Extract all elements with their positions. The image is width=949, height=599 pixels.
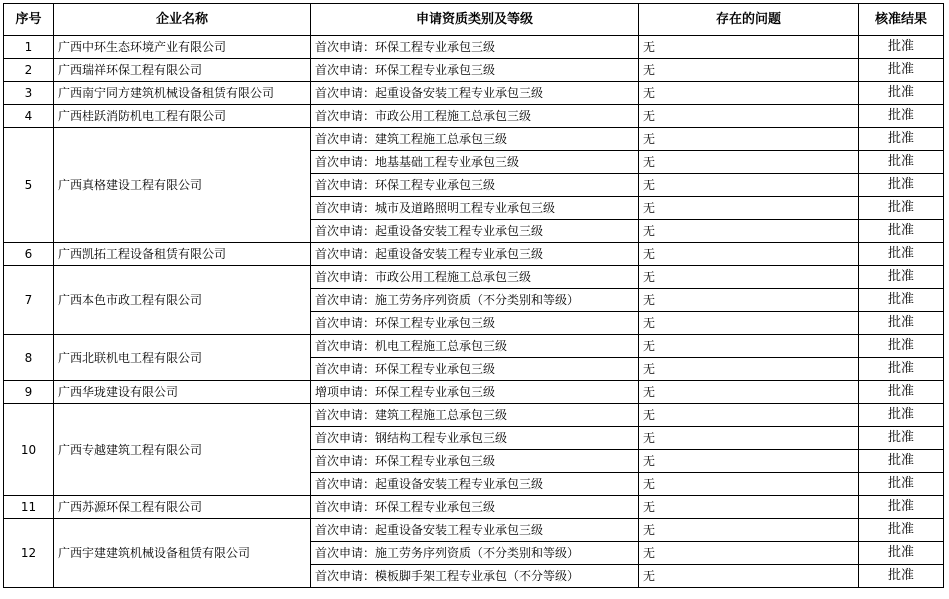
qualification-cell: 首次申请：模板脚手架工程专业承包（不分等级）	[311, 565, 639, 588]
table-row	[4, 496, 944, 519]
qualification-cell: 首次申请：建筑工程施工总承包三级	[311, 128, 639, 151]
issue-cell: 无	[639, 381, 859, 404]
table-row	[4, 381, 944, 404]
table-row	[4, 82, 944, 105]
issue-cell: 无	[639, 82, 859, 105]
table-row	[4, 519, 944, 542]
result-cell: 批准	[859, 427, 944, 450]
issue-cell: 无	[639, 151, 859, 174]
qualification-cell: 首次申请：钢结构工程专业承包三级	[311, 427, 639, 450]
issue-cell: 无	[639, 174, 859, 197]
result-cell: 批准	[859, 128, 944, 151]
qualification-cell: 首次申请：起重设备安装工程专业承包三级	[311, 473, 639, 496]
header-company: 企业名称	[54, 4, 311, 36]
company-name-cell: 广西桂跃消防机电工程有限公司	[54, 105, 311, 128]
result-cell: 批准	[859, 220, 944, 243]
company-name-cell: 广西专越建筑工程有限公司	[54, 404, 311, 496]
issue-cell: 无	[639, 427, 859, 450]
company-name-cell: 广西中环生态环境产业有限公司	[54, 36, 311, 59]
result-cell: 批准	[859, 519, 944, 542]
result-cell: 批准	[859, 289, 944, 312]
result-cell: 批准	[859, 358, 944, 381]
approval-table	[3, 3, 944, 588]
qualification-cell: 首次申请：施工劳务序列资质（不分类别和等级）	[311, 289, 639, 312]
issue-cell: 无	[639, 404, 859, 427]
issue-cell: 无	[639, 565, 859, 588]
result-cell: 批准	[859, 312, 944, 335]
table-row	[4, 59, 944, 82]
result-cell: 批准	[859, 243, 944, 266]
issue-cell: 无	[639, 450, 859, 473]
qualification-cell: 首次申请：起重设备安装工程专业承包三级	[311, 519, 639, 542]
issue-cell: 无	[639, 59, 859, 82]
qualification-cell: 增项申请：环保工程专业承包三级	[311, 381, 639, 404]
header-issues: 存在的问题	[639, 4, 859, 36]
qualification-cell: 首次申请：环保工程专业承包三级	[311, 312, 639, 335]
table-row	[4, 36, 944, 59]
qualification-cell: 首次申请：市政公用工程施工总承包三级	[311, 266, 639, 289]
qualification-cell: 首次申请：起重设备安装工程专业承包三级	[311, 243, 639, 266]
seq-cell: 5	[4, 128, 54, 243]
qualification-cell: 首次申请：环保工程专业承包三级	[311, 450, 639, 473]
table-row	[4, 105, 944, 128]
seq-cell: 4	[4, 105, 54, 128]
result-cell: 批准	[859, 105, 944, 128]
issue-cell: 无	[639, 243, 859, 266]
seq-cell: 7	[4, 266, 54, 335]
seq-cell: 12	[4, 519, 54, 588]
issue-cell: 无	[639, 289, 859, 312]
qualification-cell: 首次申请：环保工程专业承包三级	[311, 358, 639, 381]
seq-cell: 3	[4, 82, 54, 105]
seq-cell: 2	[4, 59, 54, 82]
issue-cell: 无	[639, 473, 859, 496]
company-name-cell: 广西瑞祥环保工程有限公司	[54, 59, 311, 82]
company-name-cell: 广西华珑建设有限公司	[54, 381, 311, 404]
issue-cell: 无	[639, 197, 859, 220]
result-cell: 批准	[859, 542, 944, 565]
result-cell: 批准	[859, 36, 944, 59]
qualification-cell: 首次申请：起重设备安装工程专业承包三级	[311, 220, 639, 243]
issue-cell: 无	[639, 220, 859, 243]
header-seq: 序号	[4, 4, 54, 36]
qualification-cell: 首次申请：建筑工程施工总承包三级	[311, 404, 639, 427]
result-cell: 批准	[859, 450, 944, 473]
table-body	[4, 36, 944, 588]
qualification-cell: 首次申请：施工劳务序列资质（不分类别和等级）	[311, 542, 639, 565]
result-cell: 批准	[859, 381, 944, 404]
issue-cell: 无	[639, 519, 859, 542]
result-cell: 批准	[859, 197, 944, 220]
result-cell: 批准	[859, 59, 944, 82]
qualification-cell: 首次申请：环保工程专业承包三级	[311, 36, 639, 59]
qualification-cell: 首次申请：地基基础工程专业承包三级	[311, 151, 639, 174]
seq-cell: 11	[4, 496, 54, 519]
issue-cell: 无	[639, 335, 859, 358]
result-cell: 批准	[859, 82, 944, 105]
header-qualification: 申请资质类别及等级	[311, 4, 639, 36]
header-row	[4, 4, 944, 36]
seq-cell: 8	[4, 335, 54, 381]
result-cell: 批准	[859, 496, 944, 519]
company-name-cell: 广西宇建建筑机械设备租赁有限公司	[54, 519, 311, 588]
qualification-cell: 首次申请：环保工程专业承包三级	[311, 174, 639, 197]
qualification-cell: 首次申请：市政公用工程施工总承包三级	[311, 105, 639, 128]
issue-cell: 无	[639, 266, 859, 289]
result-cell: 批准	[859, 565, 944, 588]
company-name-cell: 广西南宁同方建筑机械设备租赁有限公司	[54, 82, 311, 105]
company-name-cell: 广西本色市政工程有限公司	[54, 266, 311, 335]
table-row	[4, 128, 944, 151]
company-name-cell: 广西凯拓工程设备租赁有限公司	[54, 243, 311, 266]
issue-cell: 无	[639, 128, 859, 151]
qualification-cell: 首次申请：城市及道路照明工程专业承包三级	[311, 197, 639, 220]
table-row	[4, 266, 944, 289]
qualification-cell: 首次申请：起重设备安装工程专业承包三级	[311, 82, 639, 105]
approval-sheet	[3, 3, 944, 588]
qualification-cell: 首次申请：环保工程专业承包三级	[311, 59, 639, 82]
result-cell: 批准	[859, 174, 944, 197]
company-name-cell: 广西苏源环保工程有限公司	[54, 496, 311, 519]
result-cell: 批准	[859, 151, 944, 174]
qualification-cell: 首次申请：机电工程施工总承包三级	[311, 335, 639, 358]
result-cell: 批准	[859, 473, 944, 496]
result-cell: 批准	[859, 335, 944, 358]
result-cell: 批准	[859, 266, 944, 289]
issue-cell: 无	[639, 312, 859, 335]
issue-cell: 无	[639, 542, 859, 565]
table-row	[4, 243, 944, 266]
qualification-cell: 首次申请：环保工程专业承包三级	[311, 496, 639, 519]
seq-cell: 1	[4, 36, 54, 59]
company-name-cell: 广西真格建设工程有限公司	[54, 128, 311, 243]
issue-cell: 无	[639, 105, 859, 128]
issue-cell: 无	[639, 36, 859, 59]
issue-cell: 无	[639, 358, 859, 381]
company-name-cell: 广西北联机电工程有限公司	[54, 335, 311, 381]
header-result: 核准结果	[859, 4, 944, 36]
seq-cell: 10	[4, 404, 54, 496]
table-row	[4, 335, 944, 358]
seq-cell: 9	[4, 381, 54, 404]
result-cell: 批准	[859, 404, 944, 427]
seq-cell: 6	[4, 243, 54, 266]
issue-cell: 无	[639, 496, 859, 519]
table-row	[4, 404, 944, 427]
